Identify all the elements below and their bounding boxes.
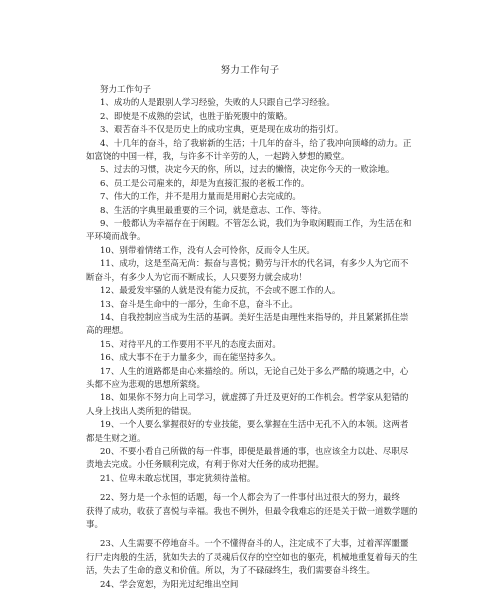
- list-item-line: 断奋斗，有多少人为它而不断成长，人只要努力就会成功！: [86, 272, 308, 283]
- list-item-line: 平环境而战争。: [86, 232, 146, 243]
- list-item-line: 21、位卑未敢忘忧国，事定犹须待盖棺。: [100, 473, 256, 484]
- list-item-line: 7、伟大的工作，并不是用力量而是用耐心去完成的。: [100, 192, 301, 203]
- list-item-line: 23、人生需要不停地奋斗。一个不懂得奋斗的人，注定成不了大事，过着浑浑噩噩: [100, 539, 409, 550]
- list-item: [86, 258, 426, 285]
- list-item-line: 9、一般都认为幸福存在于闲暇。不管怎么说，我们为争取闲暇而工作，为生活在和: [100, 219, 412, 230]
- list-item: [86, 111, 426, 124]
- list-item-line: 14、自我控制应当成为生活的基调。美好生活是由理性来指导的，并且紧紧抓住崇: [100, 312, 409, 323]
- list-item-line: 活，失去了生命的意义和价值。所以，为了不碌碌终生，我们需要奋斗终生。: [86, 566, 376, 577]
- list-item-line: 4、十几年的奋斗，给了我崭新的生活；十几年的奋斗，给了我冲向顶峰的动力。正: [100, 138, 412, 149]
- section-heading: 努力工作句子: [100, 85, 152, 95]
- list-item: [86, 245, 426, 258]
- list-item-line: 头都不应为悲观的思想所萦绕。: [86, 379, 206, 390]
- list-item-line: 2、即使是不成熟的尝试，也胜于胎死腹中的策略。: [100, 111, 293, 122]
- list-item: [86, 492, 426, 532]
- list-item: [86, 138, 426, 165]
- list-item: [86, 164, 426, 177]
- list-item: [86, 191, 426, 204]
- list-item-line: 8、生活的字典里最重要的三个词，就是意志、工作、等待。: [100, 205, 327, 216]
- list-item: [86, 285, 426, 298]
- list-item: [86, 419, 426, 446]
- list-item-line: 5、过去的习惯，决定今天的你，所以，过去的懒惰，决定你今天的一败涂地。: [100, 165, 395, 176]
- list-item: [86, 339, 426, 352]
- list-item-line: 6、员工是公司雇来的，却是为直接汇报的老板工作的。: [100, 178, 310, 189]
- list-item-line: 如富饶的中国一样，我，与许多不计辛劳的人，一起跨入梦想的殿堂。: [86, 152, 350, 163]
- list-item-line: 24、学会宽恕，为阳光过纪维出空间: [100, 579, 239, 590]
- list-item: [86, 312, 426, 339]
- list-item-line: 3、艰苦奋斗不仅是历史上的成功宝典，更是现在成功的指引灯。: [100, 125, 344, 136]
- list-item-line: 19、一个人要么掌握很好的专业技能，要么掌握在生活中无孔不入的本领。这两者: [100, 420, 409, 431]
- list-item-line: 11、成功，这是至高无尚：振奋与喜悦；勤劳与汗水的代名词，有多少人为它而不: [100, 259, 409, 270]
- list-item: [86, 178, 426, 191]
- list-item: [86, 97, 426, 110]
- document-title: 努力工作句子: [220, 65, 280, 76]
- list-item: [86, 392, 426, 419]
- list-item-line: 人身上找出人类所犯的错误。: [86, 406, 197, 417]
- list-item: [86, 366, 426, 393]
- list-item: [86, 205, 426, 218]
- list-item-line: 事。: [86, 520, 104, 530]
- list-item: [86, 299, 426, 312]
- list-item-line: 17、人生的道路都是由心来描绘的。所以，无论自己处于多么严酷的境遇之中，心: [100, 366, 409, 377]
- list-item-line: 20、不要小看自己所做的每一件事，即便是最普通的事，也应该全力以赴、尽职尽: [100, 446, 409, 457]
- list-item-line: 1、成功的人是跟别人学习经验，失败的人只跟自己学习经验。: [100, 98, 335, 109]
- list-item-line: 12、最爱发牢骚的人就是没有能力反抗，不会或不愿工作的人。: [100, 286, 341, 297]
- list-item: [86, 218, 426, 245]
- list-item-line: 行尸走肉般的生活，犹如失去的了灵魂后仅存的空空如也的躯壳，机械地重复着每天的生: [86, 552, 418, 563]
- list-item-line: 责地去完成。小任务顺利完成，有利于你对大任务的成功把握。: [86, 460, 325, 471]
- list-item-line: 15、对待平凡的工作要用不平凡的态度去面对。: [100, 339, 281, 350]
- list-item: [86, 446, 426, 473]
- list-item-line: 都是生财之道。: [86, 433, 146, 444]
- list-item-line: 10、别带着情绪工作，没有人会可怜你，反而令人生厌。: [100, 245, 315, 256]
- list-item-line: 获得了成功，收获了喜悦与幸福。我也不例外，但最令我难忘的还是关于做一道数学题的: [86, 506, 418, 517]
- list-item-line: 13、奋斗是生命中的一部分，生命不息，奋斗不止。: [100, 299, 298, 310]
- list-item-line: 高的理想。: [86, 326, 129, 337]
- list-item-line: 18、如果你不努力向上司学习，就虚掷了升迁及更好的工作机会。哲学家从犯错的: [100, 393, 409, 404]
- list-item: [86, 473, 426, 486]
- document-body: [86, 84, 426, 592]
- list-item: [86, 538, 426, 578]
- list-item: [86, 352, 426, 365]
- list-item: [86, 579, 426, 592]
- list-item-line: 22、努力是一个永恒的话题，每一个人都会为了一件事付出过很大的努力，最终: [100, 493, 400, 504]
- list-item: [86, 124, 426, 137]
- list-item-line: 16、成大事不在于力量多少，而在能坚持多久。: [100, 353, 281, 364]
